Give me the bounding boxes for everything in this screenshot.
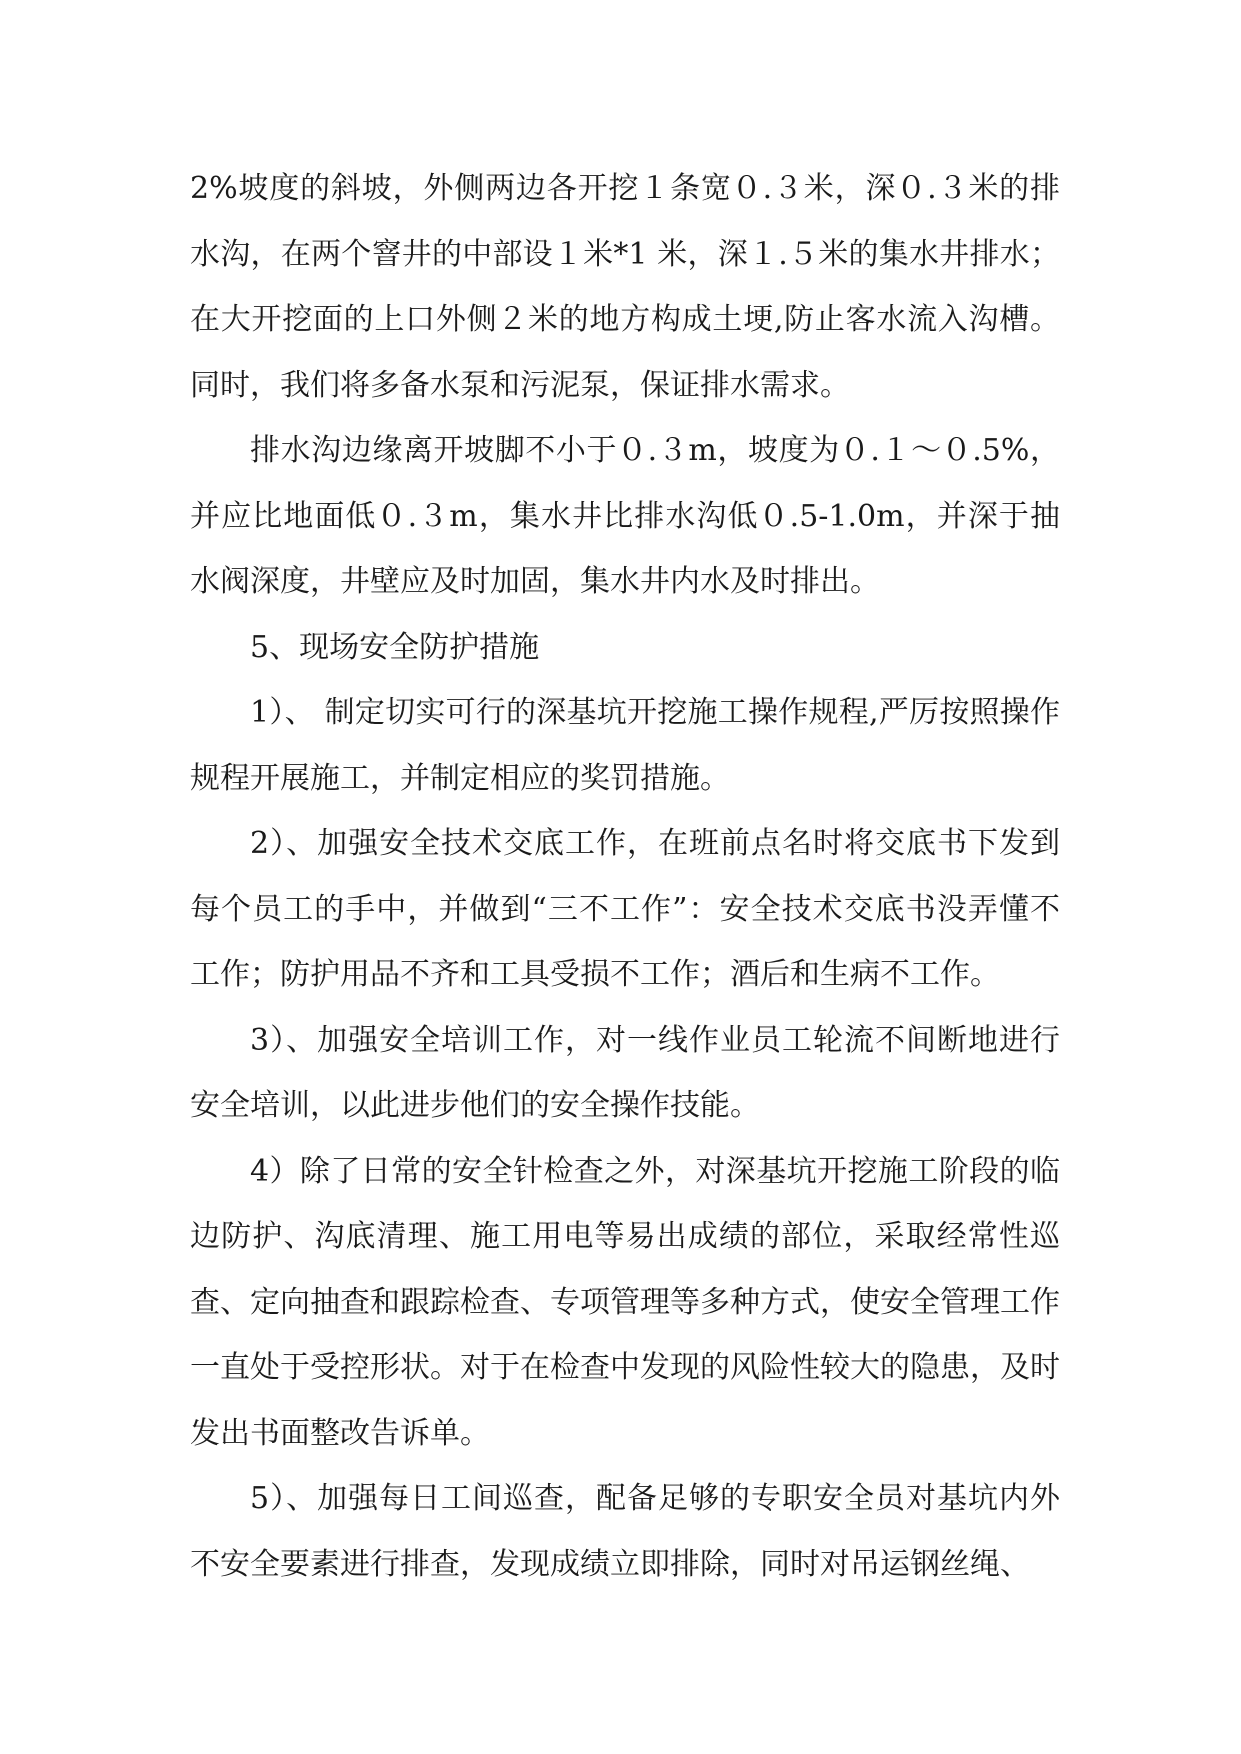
list-item: 1）、 制定切实可行的深基坑开挖施工操作规程,严厉按照操作规程开展施工，并制定相应的奖罚措施。 (190, 695, 1060, 796)
list-item: 3）、加强安全培训工作，对一线作业员工轮流不间断地进行安全培训，以此进步他们的安全操作技能。 (190, 1022, 1060, 1123)
section-heading: 5、现场安全防护措施 (250, 629, 540, 665)
list-item: 4）除了日常的安全针检查之外，对深基坑开挖施工阶段的临边防护、沟底清理、施工用电等易出成绩的部位，采取经常性巡查、定向抽查和跟踪检查、专项管理等多种方式，使安全管理工作一直处于受控形状。对于在检查中发现的风险性较大的隐患，及时发出书面整改告诉单。 (190, 1153, 1060, 1451)
paragraph-drainage-ditch-spec: 排水沟边缘离开坡脚不小于０.３m，坡度为０.１～０.5%，并应比地面低０.３m，集水井比排水沟低０.5-1.0m，并深于抽水阀深度，井壁应及时加固，集水井内水及时排出。 (190, 433, 1060, 599)
list-item: 2）、加强安全技术交底工作，在班前点名时将交底书下发到每个员工的手中，并做到“三不工作”：安全技术交底书没弄懂不工作；防护用品不齐和工具受损不工作；酒后和生病不工作。 (190, 826, 1060, 992)
document-body (190, 156, 1060, 1597)
paragraph-drainage-continued: 2%坡度的斜坡，外侧两边各开挖１条宽０.３米，深０.３米的排水沟，在两个窨井的中部设１米*1 米，深１.５米的集水井排水；在大开挖面的上口外侧２米的地方构成土埂,防止客水流入沟槽。同时，我们将多备水泵和污泥泵，保证排水需求。 (190, 171, 1060, 403)
list-item: 5）、加强每日工间巡查，配备足够的专职安全员对基坑内外不安全要素进行排查，发现成绩立即排除，同时对吊运钢丝绳、 (190, 1481, 1060, 1582)
